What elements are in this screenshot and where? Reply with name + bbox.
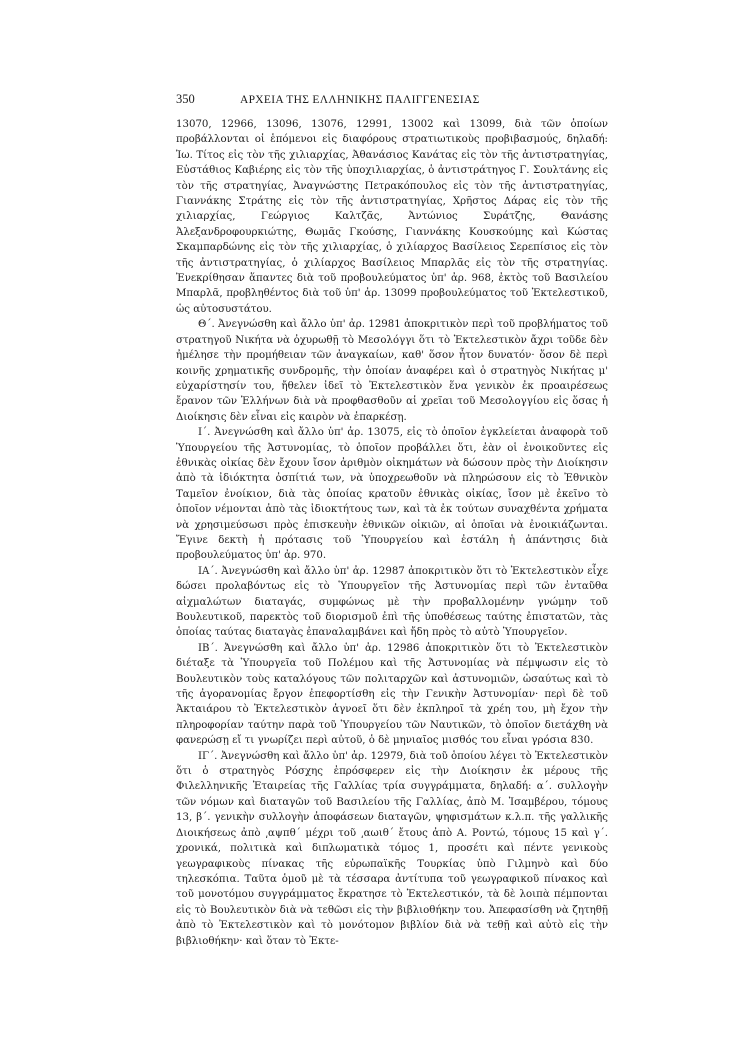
- paragraph: ΙΑ΄. Ἀνεγνώσθη καὶ ἄλλο ὑπ' ἀρ. 12987 ἀποκριτικὸν ὅτι τὸ Ἐκτελεστικὸν εἶχε δώσει προλαβόντως εἰς τὸ Ὑπουργεῖον τῆς Ἀστυνομίας περὶ τῶν ἐνταῦθα αἰχμαλώτων διαταγάς, συμφώνως μὲ τὴν προβαλλομένην γνώμην τοῦ Βουλευτικοῦ, παρεκτὸς τοῦ διορισμοῦ ἐπὶ τῆς ὑποθέσεως ταύτης ἐπιστατῶν, τὰς ὁποίας ταύτας διαταγὰς ἐπαναλαμβάνει καὶ ἤδη πρὸς τὸ αὐτὸ Ὑπουργεῖον.: [176, 565, 608, 639]
- body-text: [176, 117, 608, 949]
- paragraph: Θ΄. Ἀνεγνώσθη καὶ ἄλλο ὑπ' ἀρ. 12981 ἀποκριτικὸν περὶ τοῦ προβλήματος τοῦ στρατηγοῦ Νικήτα νὰ ὀχυρωθῇ τὸ Μεσολόγγι ὅτι τὸ Ἐκτελεστικὸν ἄχρι τοῦδε δὲν ἠμέλησε τὴν προμήθειαν τῶν ἀναγκαίων, καθ' ὅσον ἦτον δυνατόν· ὅσον δὲ περὶ κοινῆς χρηματικῆς συνδρομῆς, τὴν ὁποίαν ἀναφέρει καὶ ὁ στρατηγὸς Νικήτας μ' εὐχαρίστησίν του, ἤθελεν ἰδεῖ τὸ Ἐκτελεστικὸν ἕνα γενικὸν ἐκ προαιρέσεως ἔρανον τῶν Ἑλλήνων διὰ νὰ προφθασθοῦν αἱ χρεῖαι τοῦ Μεσολογγίου εἰς ὅσας ἡ Διοίκησις δὲν εἶναι εἰς καιρὸν νὰ ἐπαρκέσῃ.: [176, 319, 608, 423]
- running-title: ΑΡΧΕΙΑ ΤΗΣ ΕΛΛΗΝΙΚΗΣ ΠΑΛΙΓΓΕΝΕΣΙΑΣ: [240, 94, 480, 106]
- page-header: [176, 92, 608, 107]
- paragraph: 13070, 12966, 13096, 13076, 12991, 13002 καὶ 13099, διὰ τῶν ὁποίων προβάλλονται οἱ ἑπόμενοι εἰς διαφόρους στρατιωτικοὺς προβιβασμούς, δηλαδή: Ἰω. Τίτος εἰς τὸν τῆς χιλιαρχίας, Ἀθανάσιος Κανάτας εἰς τὸν τῆς ἀντιστρατηγίας, Εὐστάθιος Καβιέρης εἰς τὸν τῆς ὑποχιλιαρχίας, ὁ ἀντιστράτηγος Γ. Σουλτάνης εἰς τὸν τῆς στρατηγίας, Ἀναγνώστης Πετρακόπουλος εἰς τὸν τῆς ἀντιστρατηγίας, Γιαννάκης Στράτης εἰς τὸν τῆς ἀντιστρατηγίας, Χρῆστος Δάρας εἰς τὸν τῆς χιλιαρχίας, Γεώργιος Καλτζᾶς, Ἀντώνιος Συράτζης, Θανάσης Ἀλεξανδροφουρκιώτης, Θωμᾶς Γκούσης, Γιαννάκης Κουσκούμης καὶ Κώστας Σκαμπαρδώνης εἰς τὸν τῆς χιλιαρχίας, ὁ χιλίαρχος Βασίλειος Σερεπίσιος εἰς τὸν τῆς ἀντιστρατηγίας, ὁ χιλίαρχος Βασίλειος Μπαρλᾶς εἰς τὸν τῆς στρατηγίας. Ἐνεκρίθησαν ἅπαντες διὰ τοῦ προβουλεύματος ὑπ' ἀρ. 968, ἐκτὸς τοῦ Βασιλείου Μπαρλᾶ, προβληθέντος διὰ τοῦ ὑπ' ἀρ. 13099 προβουλεύματος τοῦ Ἐκτελεστικοῦ, ὡς αὐτοσυστάτου.: [176, 119, 608, 315]
- paragraph: ΙΒ΄. Ἀνεγνώσθη καὶ ἄλλο ὑπ' ἀρ. 12986 ἀποκριτικὸν ὅτι τὸ Ἐκτελεστικὸν διέταξε τὰ Ὑπουργεῖα τοῦ Πολέμου καὶ τῆς Ἀστυνομίας νὰ πέμψωσιν εἰς τὸ Βουλευτικὸν τοὺς καταλόγους τῶν πολιταρχῶν καὶ ἀστυνομιῶν, ὡσαύτως καὶ τὸ τῆς ἀγορανομίας ἔργον ἐπεφορτίσθη εἰς τὴν Γενικὴν Ἀστυνομίαν· περὶ δὲ τοῦ Ἀκταιάρου τὸ Ἐκτελεστικὸν ἀγνοεῖ ὅτι δὲν ἐκπληροῖ τὰ χρέη του, μὴ ἔχον τὴν πληροφορίαν ταύτην παρὰ τοῦ Ὑπουργείου τῶν Ναυτικῶν, τὸ ὁποῖον διετάχθη νὰ φανερώσῃ εἴ τι γνωρίζει περὶ αὐτοῦ, ὁ δὲ μηνιαῖος μισθός του εἶναι γρόσια 830.: [176, 642, 608, 747]
- paragraph: ΙΓ΄. Ἀνεγνώσθη καὶ ἄλλο ὑπ' ἀρ. 12979, διὰ τοῦ ὁποίου λέγει τὸ Ἐκτελεστικὸν ὅτι ὁ στρατηγὸς Ρόσχης ἐπρόσφερεν εἰς τὴν Διοίκησιν ἐκ μέρους τῆς Φιλελληνικῆς Ἑταιρείας τῆς Γαλλίας τρία συγγράμματα, δηλαδή: α΄. συλλογὴν τῶν νόμων καὶ διαταγῶν τοῦ Βασιλείου τῆς Γαλλίας, ἀπὸ Μ. Ἰσαμβέρου, τόμους 13, β΄. γενικὴν συλλογὴν ἀποφάσεων διαταγῶν, ψηφισμάτων κ.λ.π. τῆς γαλλικῆς Διοικήσεως ἀπὸ ͵αψπθ΄ μέχρι τοῦ ͵αωιθ΄ ἔτους ἀπὸ Α. Ροντώ, τόμους 15 καὶ γ΄. χρονικά, πολιτικὰ καὶ διπλωματικὰ τόμος 1, προσέτι καὶ πέντε γενικοὺς γεωγραφικοὺς πίνακας τῆς εὐρωπαϊκῆς Τουρκίας ὑπὸ Γιλμηνὸ καὶ δύο τηλεσκόπια. Ταῦτα ὁμοῦ μὲ τὰ τέσσαρα ἀντίτυπα τοῦ γεωγραφικοῦ πίνακος καὶ τοῦ μονοτόμου συγγράμματος ἔκρατησε τὸ Ἐκτελεστικόν, τὰ δὲ λοιπὰ πέμπονται εἰς τὸ Βουλευτικὸν διὰ νὰ τεθῶσι εἰς τὴν βιβλιοθήκην του. Ἀπεφασίσθη νὰ ζητηθῇ ἀπὸ τὸ Ἐκτελεστικὸν καὶ τὸ μονότομον βιβλίον διὰ νὰ τεθῇ καὶ αὐτὸ εἰς τὴν βιβλιοθήκην· καὶ ὅταν τὸ Ἐκτε-: [176, 750, 608, 947]
- document-page: [176, 92, 608, 949]
- paragraph: Ι΄. Ἀνεγνώσθη καὶ ἄλλο ὑπ' ἀρ. 13075, εἰς τὸ ὁποῖον ἐγκλείεται ἀναφορὰ τοῦ Ὑπουργείου τῆς Ἀστυνομίας, τὸ ὁποῖον προβάλλει ὅτι, ἐὰν οἱ ἐνοικοῦντες εἰς ἐθνικὰς οἰκίας δὲν ἔχουν ἴσον ἀριθμὸν οἰκημάτων νὰ δώσουν πρὸς τὴν Διοίκησιν ἀπὸ τὰ ἰδιόκτητα ὀσπίτιά των, νὰ ὑποχρεωθοῦν νὰ πληρώσουν εἰς τὸ Ἐθνικὸν Ταμεῖον ἐνοίκιον, διὰ τὰς ὁποίας κρατοῦν ἐθνικὰς οἰκίας, ἴσον μὲ ἐκεῖνο τὸ ὁποῖον νέμονται ἀπὸ τὰς ἰδιοκτήτους των, καὶ τὰ ἐκ τούτων συναχθέντα χρήματα νὰ χρησιμεύσωσι πρὸς ἐπισκευὴν ἐθνικῶν οἰκιῶν, αἱ ὁποῖαι νὰ ἐνοικιάζωνται. Ἔγινε δεκτὴ ἡ πρότασις τοῦ Ὑπουργείου καὶ ἐστάλη ἡ ἀπάντησις διὰ προβουλεύματος ὑπ' ἀρ. 970.: [176, 427, 608, 562]
- page-number: 350: [176, 92, 195, 106]
